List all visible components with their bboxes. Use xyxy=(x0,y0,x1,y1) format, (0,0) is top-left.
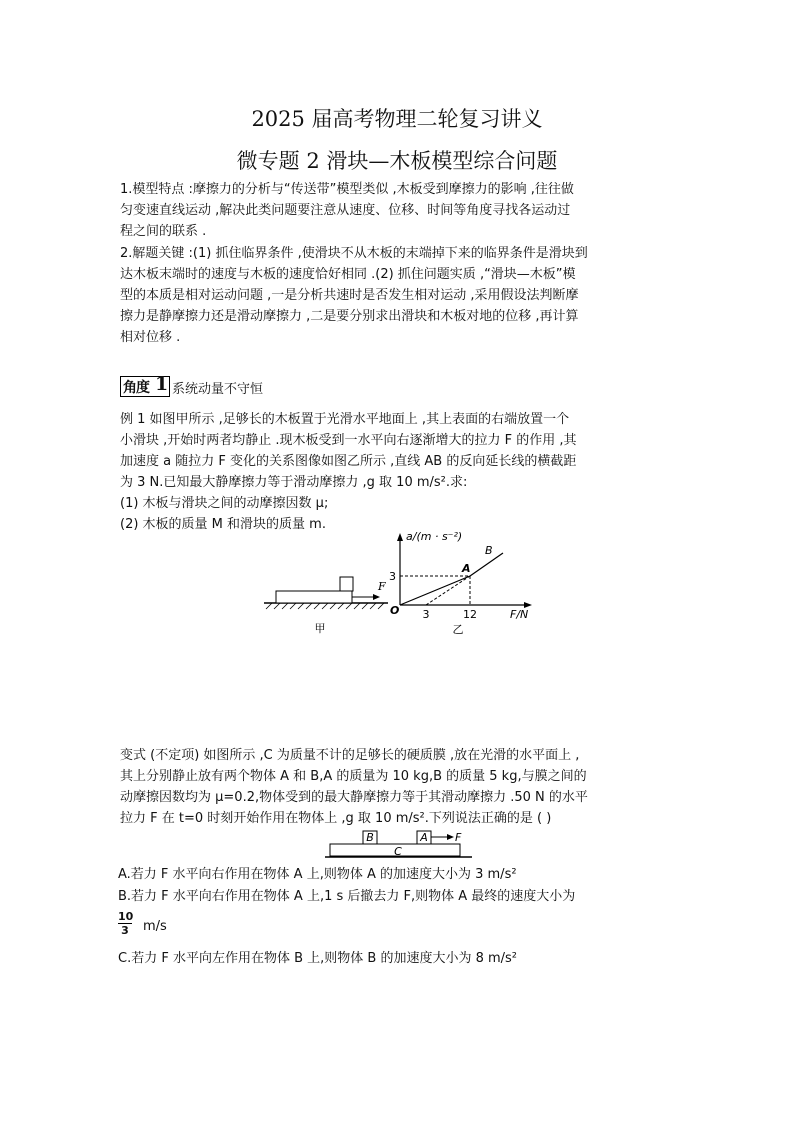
variant-line: 变式 (不定项) 如图所示 ,C 为质量不计的足够长的硬质膜 ,放在光滑的水平面上 , xyxy=(120,748,580,763)
slider-block-shape xyxy=(340,577,353,591)
film-label: C xyxy=(394,845,402,858)
example-question: (1) 木板与滑块之间的动摩擦因数 μ; xyxy=(120,496,329,511)
example-line: 小滑块 ,开始时两者均静止 .现木板受到一水平向右逐渐增大的拉力 F 的作用 ,其 xyxy=(120,433,577,448)
option-c: C.若力 F 水平向左作用在物体 B 上,则物体 B 的加速度大小为 8 m/s² xyxy=(118,951,518,966)
y-axis-label: a/(m · s⁻²) xyxy=(406,530,463,543)
force-label-2: F xyxy=(455,831,462,844)
intro-line: 匀变速直线运动 ,解决此类问题要注意从速度、位移、时间等角度寻找各运动过 xyxy=(120,203,571,218)
block-b-label: B xyxy=(366,831,374,844)
intro-line: 2.解题关键 :(1) 抓住临界条件 ,使滑块不从木板的末端掉下来的临界条件是滑块到 xyxy=(120,246,588,261)
fraction-numerator: 10 xyxy=(118,910,134,923)
figure-film-blocks xyxy=(320,826,480,862)
y-tick-label: 3 xyxy=(389,570,396,583)
point-a-label: A xyxy=(462,562,471,575)
y-axis-arrow xyxy=(397,533,403,541)
x-axis-label: F/N xyxy=(510,608,529,621)
board-shape xyxy=(276,591,352,603)
angle-badge-number: 1 xyxy=(155,373,169,395)
option-b-fraction xyxy=(118,910,132,937)
angle-badge xyxy=(120,373,170,397)
x-tick-label-12: 12 xyxy=(463,608,477,621)
intro-line: 1.模型特点 :摩擦力的分析与“传送带”模型类似 ,木板受到摩擦力的影响 ,往往做 xyxy=(120,182,574,197)
intro-line: 擦力是静摩擦力还是滑动摩擦力 ,二是要分别求出滑块和木板对地的位移 ,再计算 xyxy=(120,309,579,324)
line-oa xyxy=(400,576,470,605)
x-tick-label-3: 3 xyxy=(422,608,430,621)
origin-label: O xyxy=(390,604,400,617)
intro-line: 相对位移 . xyxy=(120,330,181,345)
variant-line: 其上分别静止放有两个物体 A 和 B,A 的质量为 10 kg,B 的质量 5 kg,与膜之间的 xyxy=(120,769,587,784)
example-line: 加速度 a 随拉力 F 变化的关系图像如图乙所示 ,直线 AB 的反向延长线的横截距 xyxy=(120,454,577,469)
intro-line: 程之间的联系 . xyxy=(120,224,207,239)
block-a-label: A xyxy=(420,831,428,844)
example-line: 为 3 N.已知最大静摩擦力等于滑动摩擦力 ,g 取 10 m/s².求: xyxy=(120,475,468,490)
figure-caption-yi: 乙 xyxy=(452,623,464,636)
intro-line: 达木板末端时的速度与木板的速度恰好相同 .(2) 抓住问题实质 ,“滑块—木板”模 xyxy=(120,267,576,282)
extension-line xyxy=(426,576,470,605)
option-b-unit: m/s xyxy=(143,919,167,934)
fraction-denominator: 3 xyxy=(121,924,129,937)
figure-af-graph xyxy=(390,530,540,640)
force-label: F xyxy=(378,580,386,593)
figure-board-block xyxy=(260,570,390,640)
document-subtitle: 微专题 2 滑块—木板模型综合问题 xyxy=(236,149,558,173)
force-arrow-head xyxy=(373,594,380,600)
force-arrow-head-2 xyxy=(447,834,454,840)
figure-caption-jia: 甲 xyxy=(314,622,326,635)
ground-hatch xyxy=(266,603,384,609)
point-b-label: B xyxy=(485,544,493,557)
example-line: 例 1 如图甲所示 ,足够长的木板置于光滑水平地面上 ,其上表面的右端放置一个 xyxy=(120,412,570,427)
option-b: B.若力 F 水平向右作用在物体 A 上,1 s 后撤去力 F,则物体 A 最终的速度大小为 xyxy=(118,889,576,904)
angle-badge-text: 角度 xyxy=(123,380,149,396)
example-question: (2) 木板的质量 M 和滑块的质量 m. xyxy=(120,517,326,532)
angle-label: 系统动量不守恒 xyxy=(172,382,264,397)
variant-line: 动摩擦因数均为 μ=0.2,物体受到的最大静摩擦力等于其滑动摩擦力 .50 N 的水平 xyxy=(120,790,588,805)
option-a: A.若力 F 水平向右作用在物体 A 上,则物体 A 的加速度大小为 3 m/s² xyxy=(118,867,517,882)
intro-line: 型的本质是相对运动问题 ,一是分析共速时是否发生相对运动 ,采用假设法判断摩 xyxy=(120,288,579,303)
document-title: 2025 届高考物理二轮复习讲义 xyxy=(251,107,543,131)
variant-line: 拉力 F 在 t=0 时刻开始作用在物体上 ,g 取 10 m/s².下列说法正确的是 ( ) xyxy=(120,811,552,826)
